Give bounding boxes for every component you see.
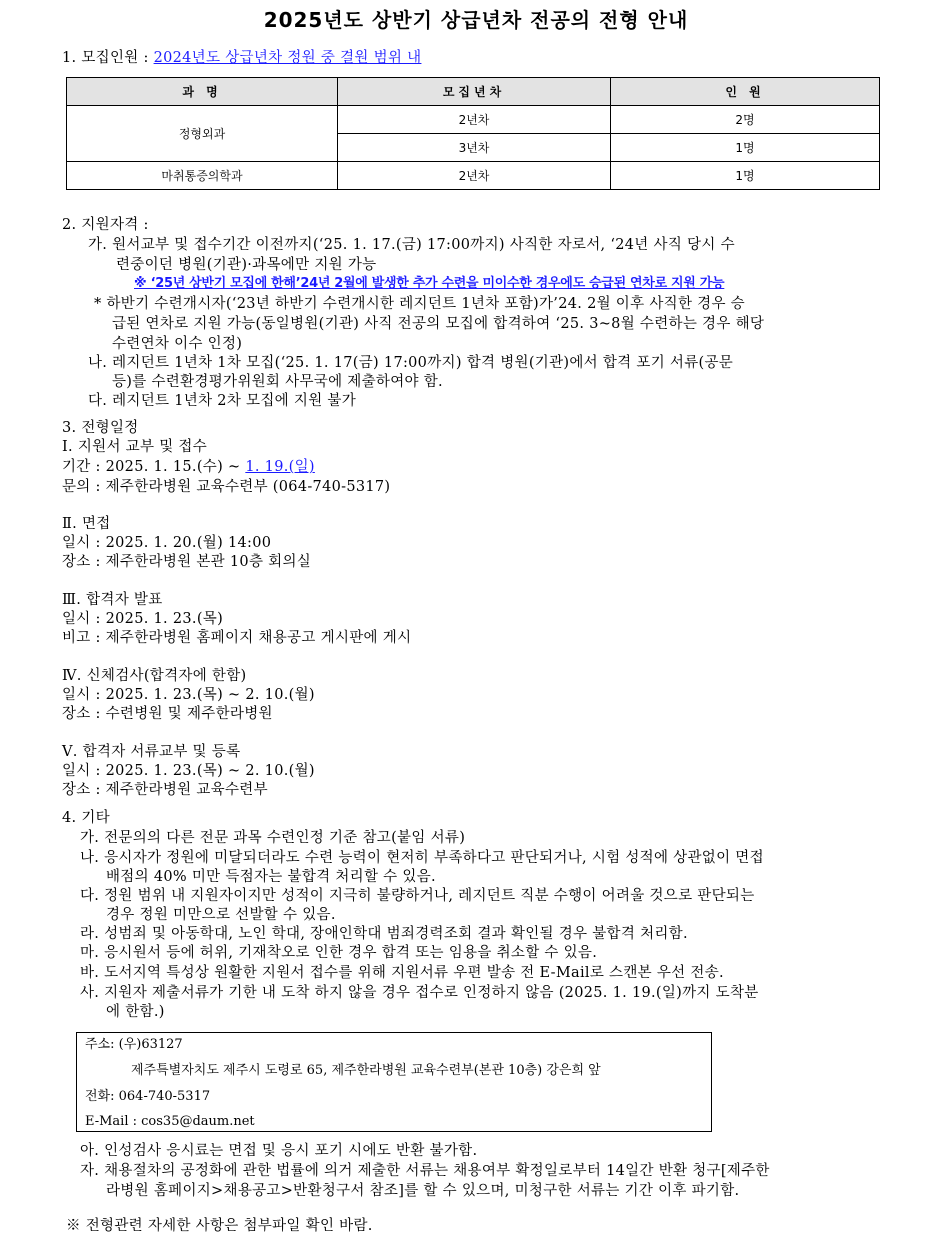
table-cell-count: 1명 (611, 134, 880, 162)
recruit-count-label: 1. 모집인원 : (62, 50, 154, 66)
misc-sa-line2: 에 한함.) (106, 1004, 165, 1020)
misc-sa-line1: 사. 지원자 제출서류가 기한 내 도착 하지 않을 경우 접수로 인정하지 않음 (2025. 1. 19.(일)까지 도착분 (80, 985, 759, 1001)
eligibility-star-line1: * 하반기 수련개시자(‘23년 하반기 수련개시한 레지던트 1년차 포함)가’24. 2월 이후 사직한 경우 승 (94, 296, 745, 312)
schedule-step2-place: 장소 : 제주한라병원 본관 10층 회의실 (62, 554, 312, 570)
schedule-step3-date: 일시 : 2025. 1. 23.(목) (62, 611, 224, 627)
recruit-count-highlight: 2024년도 상급년차 정원 중 결원 범위 내 (153, 50, 422, 66)
schedule-step3-note: 비고 : 제주한라병원 홈페이지 채용공고 게시판에 게시 (62, 630, 412, 646)
schedule-step1-title: Ⅰ. 지원서 교부 및 접수 (62, 439, 208, 455)
page-title: 2025년도 상반기 상급년차 전공의 전형 안내 (263, 8, 689, 32)
table-cell-dept: 정형외과 (67, 106, 338, 162)
eligibility-star-line3: 수련연차 이수 인정) (112, 336, 243, 352)
eligibility-da-line: 다. 레지던트 1년차 2차 모집에 지원 불가 (88, 393, 357, 409)
address-phone: 전화: 064-740-5317 (85, 1089, 211, 1104)
address-postal: 주소: (우)63127 (85, 1037, 183, 1052)
table-cell-year: 2년차 (338, 106, 611, 134)
misc-na-line1: 나. 응시자가 정원에 미달되더라도 수련 능력이 현저히 부족하다고 판단되거나, 시험 성적에 상관없이 면접 (80, 850, 764, 866)
eligibility-heading: 2. 지원자격 : (62, 217, 149, 233)
misc-heading: 4. 기타 (62, 810, 110, 826)
address-email: E-Mail : cos35@daum.net (85, 1114, 255, 1129)
table-row (67, 106, 880, 134)
table-cell-count: 2명 (611, 106, 880, 134)
footer-note: ※ 전형관련 자세한 사항은 첨부파일 확인 바람. (66, 1218, 373, 1234)
eligibility-ga-line2: 련중이던 병원(기관)·과목에만 지원 가능 (116, 257, 377, 273)
misc-na-line2: 배점의 40% 미만 득점자는 불합격 처리할 수 있음. (106, 869, 436, 885)
schedule-step5-place: 장소 : 제주한라병원 교육수련부 (62, 782, 268, 798)
schedule-step1-contact: 문의 : 제주한라병원 교육수련부 (064-740-5317) (62, 479, 391, 495)
schedule-step2-date: 일시 : 2025. 1. 20.(월) 14:00 (62, 535, 272, 551)
table-row (67, 162, 880, 190)
table-header-dept: 과 명 (67, 78, 338, 106)
eligibility-na-line1: 나. 레지던트 1년차 1차 모집(‘25. 1. 17(금) 17:00까지) 합격 병원(기관)에서 합격 포기 서류(공문 (88, 355, 734, 371)
table-cell-year: 2년차 (338, 162, 611, 190)
eligibility-ga-note: ※ ‘25년 상반기 모집에 한해’24년 2월에 발생한 추가 수련을 미이수한 경우에도 승급된 연차로 지원 가능 (134, 276, 725, 291)
misc-a: 아. 인성검사 응시료는 면접 및 응시 포기 시에도 반환 불가함. (80, 1143, 478, 1159)
schedule-step1-period-end: 1. 19.(일) (245, 459, 315, 475)
table-header-year: 모집년차 (338, 78, 611, 106)
misc-ma: 마. 응시원서 등에 허위, 기재착오로 인한 경우 합격 또는 임용을 취소할 수 있음. (80, 945, 598, 961)
schedule-step5-date: 일시 : 2025. 1. 23.(목) ~ 2. 10.(월) (62, 763, 315, 779)
misc-ja-line2: 라병원 홈페이지>채용공고>반환청구서 참조]를 할 수 있으며, 미청구한 서류는 기간 이후 파기함. (106, 1183, 740, 1199)
eligibility-star-line2: 급된 연차로 지원 가능(동일병원(기관) 사직 전공의 모집에 합격하여 ‘25. 3~8월 수련하는 경우 해당 (112, 316, 765, 332)
schedule-step1-period-label: 기간 : 2025. 1. 15.(수) ~ (62, 459, 246, 475)
schedule-step4-title: Ⅳ. 신체검사(합격자에 한함) (62, 668, 247, 684)
schedule-step2-title: Ⅱ. 면접 (62, 516, 111, 532)
table-cell-dept: 마취통증의학과 (67, 162, 338, 190)
address-box (76, 1032, 712, 1132)
schedule-step4-place: 장소 : 수련병원 및 제주한라병원 (62, 706, 273, 722)
table-cell-year: 3년차 (338, 134, 611, 162)
schedule-step1-period (62, 457, 315, 477)
misc-da-line2: 경우 정원 미만으로 선발할 수 있음. (106, 907, 336, 923)
schedule-step5-title: Ⅴ. 합격자 서류교부 및 등록 (62, 744, 241, 760)
misc-ga: 가. 전문의의 다른 전문 과목 수련인정 기준 참고(붙임 서류) (80, 830, 466, 846)
recruit-count-line (62, 48, 421, 68)
eligibility-ga-line1: 가. 원서교부 및 접수기간 이전까지(‘25. 1. 17.(금) 17:00까지) 사직한 자로서, ‘24년 사직 당시 수 (88, 237, 735, 253)
table-cell-count: 1명 (611, 162, 880, 190)
recruit-table (66, 77, 880, 190)
misc-ra: 라. 성범죄 및 아동학대, 노인 학대, 장애인학대 범죄경력조회 결과 확인될 경우 불합격 처리함. (80, 926, 688, 942)
address-street: 제주특별자치도 제주시 도령로 65, 제주한라병원 교육수련부(본관 10층) 강은희 앞 (131, 1063, 601, 1078)
misc-da-line1: 다. 정원 범위 내 지원자이지만 성적이 지극히 불량하거나, 레지던트 직분 수행이 어려울 것으로 판단되는 (80, 888, 755, 904)
misc-ja-line1: 자. 채용절차의 공정화에 관한 법률에 의거 제출한 서류는 채용여부 확정일로부터 14일간 반환 청구[제주한 (80, 1163, 770, 1179)
table-header-count: 인 원 (611, 78, 880, 106)
schedule-step3-title: Ⅲ. 합격자 발표 (62, 592, 163, 608)
misc-ba: 바. 도서지역 특성상 원활한 지원서 접수를 위해 지원서류 우편 발송 전 E-Mail로 스캔본 우선 전송. (80, 965, 724, 981)
schedule-step4-date: 일시 : 2025. 1. 23.(목) ~ 2. 10.(월) (62, 687, 315, 703)
eligibility-na-line2: 등)를 수련환경평가위원회 사무국에 제출하여야 함. (112, 374, 443, 390)
schedule-heading: 3. 전형일정 (62, 420, 139, 436)
table-header-row (67, 78, 880, 106)
